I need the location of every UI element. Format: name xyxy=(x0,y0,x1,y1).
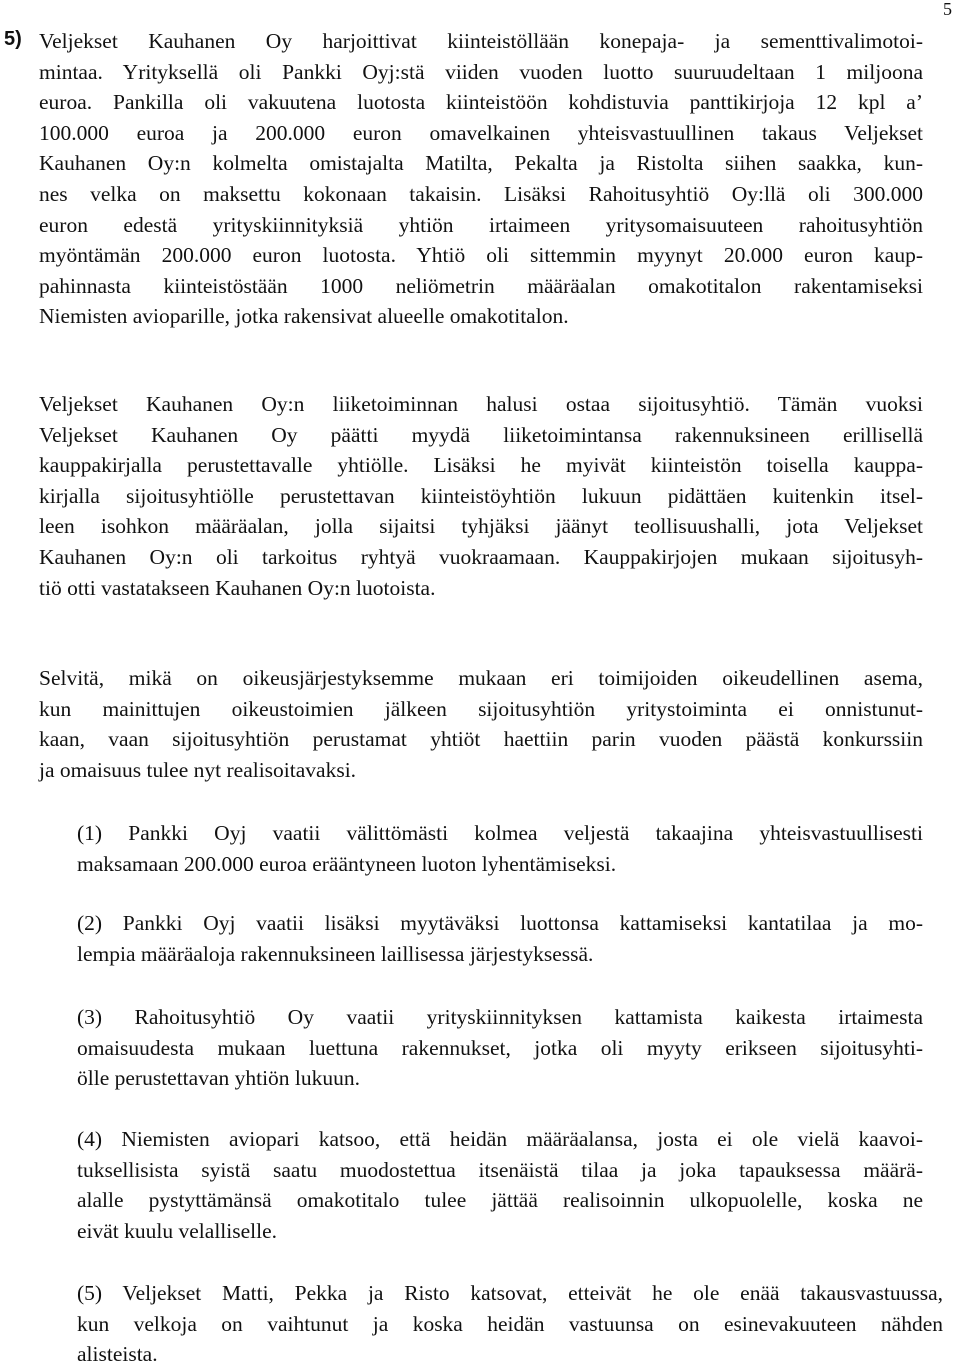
text-line: kun velkoja on vaihtunut ja koska heidän vastuunsa on esinevakuuteen nähden xyxy=(77,1311,943,1336)
text-line: (4) Niemisten aviopari katsoo, että heidän määräalansa, josta ei ole vielä kaavoi- xyxy=(77,1127,923,1151)
text-line: ja omaisuus tulee nyt realisoitavaksi. xyxy=(39,757,357,782)
text-line: Niemisten avioparille, jotka rakensivat alueelle omakotitalon. xyxy=(39,304,569,329)
text-line: Kauhanen Oy:n kolmelta omistajalta Matilta, Pekalta ja Ristolta siihen saakka, kun- xyxy=(39,151,923,176)
text-line: Selvitä, mikä on oikeusjärjestyksemme mukaan eri toimijoiden oikeudellinen asema, xyxy=(39,666,923,690)
text-line: ölle perustettavan yhtiön lukuun. xyxy=(77,1066,361,1091)
text-line: kirjalla sijoitusyhtiölle perustettavan kiinteistöyhtiön lukuun pidättäen kuitenkin itsel- xyxy=(39,483,923,508)
text-line: 100.000 euroa ja 200.000 euron omavelkainen yhteisvastuullinen takaus Veljekset xyxy=(39,120,923,145)
text-line: (1) Pankki Oyj vaatii välittömästi kolmea veljestä takaajina yhteisvastuullisesti xyxy=(77,821,923,845)
page-number: 5 xyxy=(943,0,952,19)
text-line: kun mainittujen oikeustoimien jälkeen sijoitusyhtiön yritystoiminta ei onnistunut- xyxy=(39,696,923,721)
text-line: leen isohkon määräalan, jolla sijaitsi tyhjäksi jäänyt teollisuushalli, jota Veljekset xyxy=(39,514,923,539)
text-line: omaisuudesta mukaan luettuna rakennukset, jotka oli myyty erikseen sijoitusyhti- xyxy=(77,1035,923,1060)
text-line: euroa. Pankilla oli vakuutena luotosta kiinteistöön kohdistuvia panttikirjoja 12 kpl a’ xyxy=(39,90,923,115)
text-line: kauppakirjalla perustettavalle yhtiölle. Lisäksi he myivät kiinteistön toisella kauppa- xyxy=(39,453,923,478)
text-line: kaan, vaan sijoitusyhtiön perustamat yhtiöt haettiin parin vuoden päästä konkurssiin xyxy=(39,727,923,752)
text-line: maksamaan 200.000 euroa erääntyneen luoton lyhentämiseksi. xyxy=(77,851,617,876)
text-line: (3) Rahoitusyhtiö Oy vaatii yrityskiinnityksen kattamista kaikesta irtaimesta xyxy=(77,1005,923,1029)
text-line: pahinnasta kiinteistöstään 1000 neliömetrin määräalan omakotitalon rakentamiseksi xyxy=(39,273,923,298)
text-line: Veljekset Kauhanen Oy harjoittivat kiinteistöllään konepaja- ja sementtivalimotoi- xyxy=(39,29,923,53)
text-line: myöntämän 200.000 euron luotosta. Yhtiö oli sittemmin myynyt 20.000 euron kaup- xyxy=(39,243,923,268)
text-line: mintaa. Yrityksellä oli Pankki Oyj:stä viiden vuoden luotto suuruudeltaan 1 miljoona xyxy=(39,59,923,84)
text-line: (2) Pankki Oyj vaatii lisäksi myytäväksi luottonsa kattamiseksi kantatilaa ja mo- xyxy=(77,911,923,935)
text-line: euron edestä yrityskiinnityksiä yhtiön irtaimeen yritysomaisuuteen rahoitusyhtiön xyxy=(39,212,923,237)
text-line: eivät kuulu velalliselle. xyxy=(77,1218,278,1243)
text-line: Kauhanen Oy:n oli tarkoitus ryhtyä vuokraamaan. Kauppakirjojen mukaan sijoitusyh- xyxy=(39,545,923,569)
text-line: alisteista. xyxy=(77,1342,158,1367)
text-line: tiö otti vastatakseen Kauhanen Oy:n luotoista. xyxy=(39,575,436,600)
text-line: lempia määräaloja rakennuksineen laillisessa järjestyksessä. xyxy=(77,941,594,966)
text-line: (5) Veljekset Matti, Pekka ja Risto katsovat, etteivät he ole enää takausvastuussa, xyxy=(77,1281,943,1305)
text-line: alalle pystyttämänsä omakotitalo tulee jättää realisoinnin ulkopuolelle, koska ne xyxy=(77,1188,923,1213)
text-line: Veljekset Kauhanen Oy:n liiketoiminnan halusi ostaa sijoitusyhtiö. Tämän vuoksi xyxy=(39,392,923,416)
question-label: 5) xyxy=(4,28,22,50)
text-line: tuksellisista syistä saatu muodostettua itsenäistä tilaa ja joka tapauksessa määrä- xyxy=(77,1157,923,1182)
text-line: nes velka on maksettu kokonaan takaisin. Lisäksi Rahoitusyhtiö Oy:llä oli 300.000 xyxy=(39,182,923,206)
text-line: Veljekset Kauhanen Oy päätti myydä liiketoimintansa rakennuksineen erillisellä xyxy=(39,422,923,447)
